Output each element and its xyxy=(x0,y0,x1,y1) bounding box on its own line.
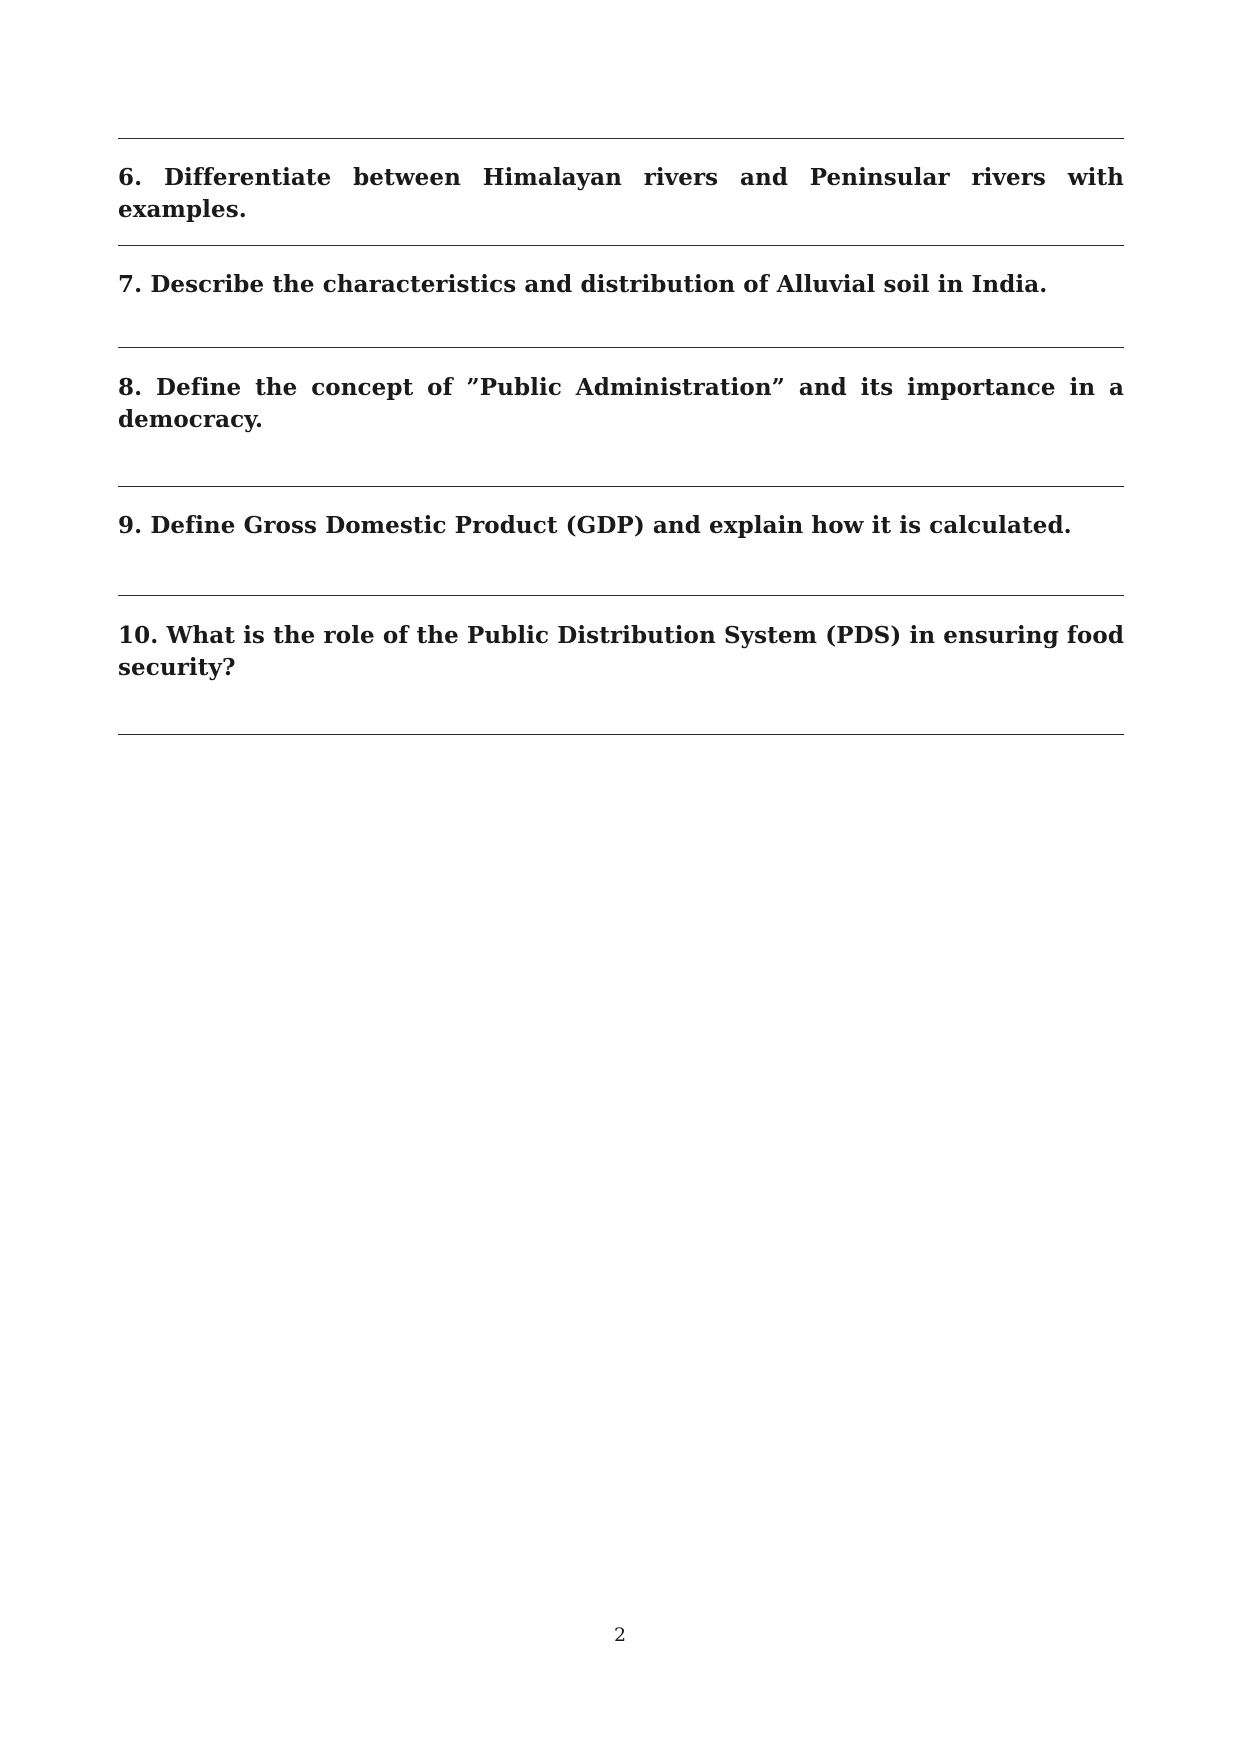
question-6: 6. Differentiate between Himalayan rivers and Peninsular rivers with examples. xyxy=(118,164,1124,223)
page-number: 2 xyxy=(613,1624,627,1646)
question-10: 10. What is the role of the Public Distribution System (PDS) in ensuring food security? xyxy=(118,622,1124,681)
question-7: 7. Describe the characteristics and distribution of Alluvial soil in India. xyxy=(118,271,1048,298)
divider-rule xyxy=(118,245,1124,246)
divider-rule xyxy=(118,138,1124,139)
question-9: 9. Define Gross Domestic Product (GDP) and explain how it is calculated. xyxy=(118,512,1072,539)
divider-rule xyxy=(118,347,1124,348)
divider-rule xyxy=(118,734,1124,735)
divider-rule xyxy=(118,486,1124,487)
divider-rule xyxy=(118,595,1124,596)
question-8: 8. Define the concept of ”Public Administration” and its importance in a democracy. xyxy=(118,374,1124,433)
